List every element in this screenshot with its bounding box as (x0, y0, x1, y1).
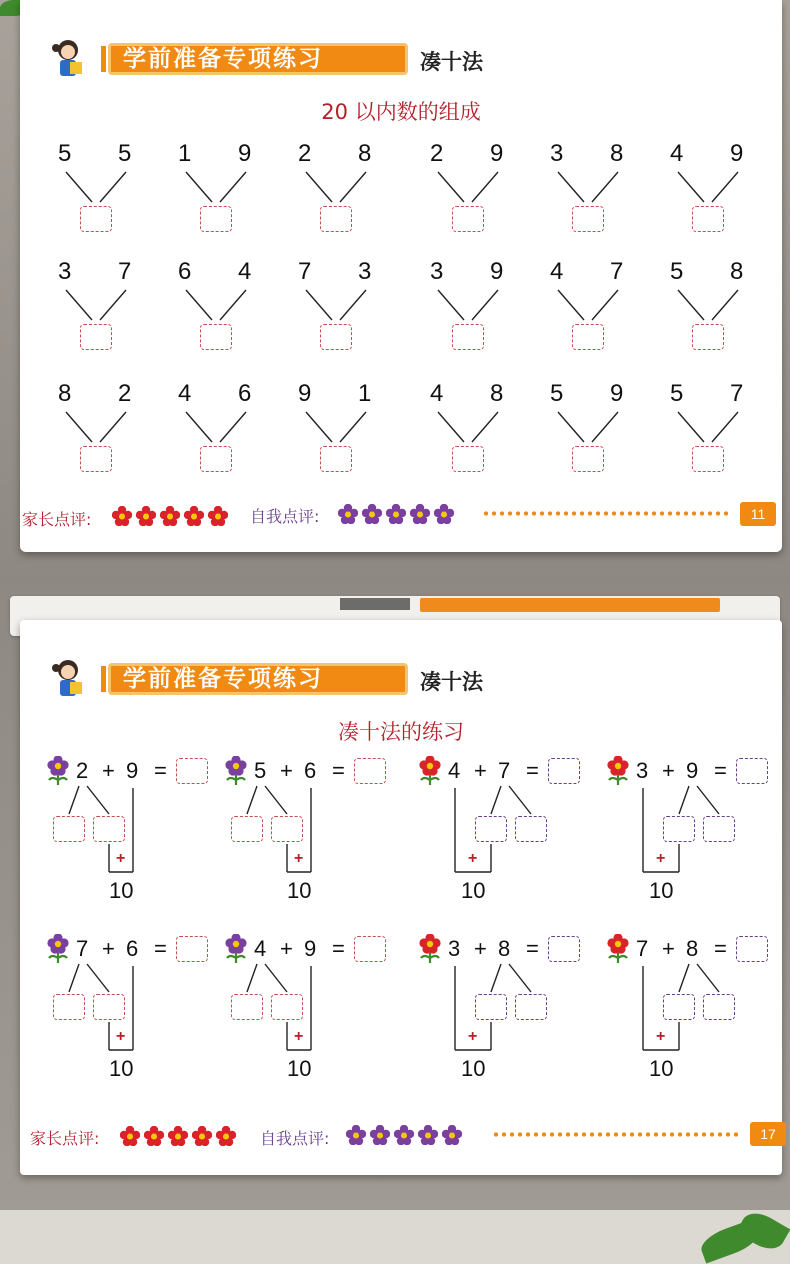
parent-review-label: 家长点评: (22, 510, 92, 529)
part-number: 7 (610, 258, 624, 285)
parent-review-label: 家长点评: (30, 1129, 100, 1148)
branch-line (678, 290, 704, 320)
branch-line (186, 172, 212, 202)
part-number: 9 (610, 380, 624, 407)
branch-line (306, 172, 332, 202)
part-number: 9 (490, 140, 504, 167)
answer-box[interactable] (200, 206, 232, 232)
part-number: 7 (730, 380, 744, 407)
composition-item (652, 380, 752, 490)
girl-mascot-icon (50, 658, 100, 702)
background-bottom (0, 1210, 790, 1264)
plus-operator: + (102, 936, 115, 961)
make-ten-problem (418, 758, 588, 918)
worksheet-title: 20 以内数的组成 (321, 100, 481, 124)
branch-line (558, 290, 584, 320)
addend-b: 7 (498, 758, 511, 783)
ten-result: 10 (461, 1056, 486, 1081)
branch-line (186, 412, 212, 442)
branch-line (220, 290, 246, 320)
part-number: 8 (490, 380, 504, 407)
branch-line (340, 412, 366, 442)
answer-box[interactable] (80, 324, 112, 350)
rating-flower-icon[interactable] (208, 506, 228, 526)
rating-flower-icon[interactable] (168, 1126, 188, 1146)
rating-flower-icon[interactable] (418, 1125, 438, 1145)
rating-flower-icon[interactable] (144, 1126, 164, 1146)
ten-result: 10 (461, 878, 486, 903)
bracket-plus-sign: + (656, 850, 666, 867)
part-number: 4 (430, 380, 444, 407)
addend-a: 7 (636, 936, 649, 961)
part-number: 7 (118, 258, 132, 285)
bracket-plus-sign: + (294, 850, 304, 867)
part-number: 4 (238, 258, 252, 285)
split-part-box-2[interactable] (515, 816, 547, 842)
branch-line (66, 412, 92, 442)
plus-operator: + (102, 758, 115, 783)
branch-line (438, 172, 464, 202)
ten-result: 10 (287, 878, 312, 903)
part-number: 4 (550, 258, 564, 285)
make-ten-problem (606, 758, 776, 918)
addend-b: 9 (126, 758, 139, 783)
make-ten-problem (46, 936, 216, 1096)
part-number: 8 (730, 258, 744, 285)
rating-flower-icon[interactable] (216, 1126, 236, 1146)
self-rating-flowers[interactable] (346, 1125, 462, 1145)
branch-line (712, 412, 738, 442)
branch-line (592, 172, 618, 202)
ten-result: 10 (649, 1056, 674, 1081)
composition-item (40, 380, 140, 490)
part-number: 2 (298, 140, 312, 167)
answer-box[interactable] (572, 206, 604, 232)
part-number: 9 (730, 140, 744, 167)
make-ten-problem (418, 936, 588, 1096)
part-number: 9 (490, 258, 504, 285)
branch-line (306, 412, 332, 442)
page-header (50, 658, 650, 702)
split-part-box-2[interactable] (93, 994, 125, 1020)
addend-b: 6 (126, 936, 139, 961)
rating-flower-icon[interactable] (192, 1126, 212, 1146)
split-part-box-2[interactable] (271, 816, 303, 842)
section-subtitle: 凑十法 (420, 670, 483, 694)
answer-box[interactable] (452, 446, 484, 472)
composition-item (652, 140, 752, 250)
rating-flower-icon[interactable] (362, 504, 382, 524)
make-ten-problem (606, 936, 776, 1096)
split-line (265, 786, 287, 814)
branch-line (340, 290, 366, 320)
rating-flower-icon[interactable] (338, 504, 358, 524)
answer-box[interactable] (80, 446, 112, 472)
branch-line (678, 172, 704, 202)
split-line (69, 786, 79, 814)
self-rating-flowers[interactable] (338, 504, 454, 524)
part-number: 4 (670, 140, 684, 167)
branch-line (66, 290, 92, 320)
part-number: 2 (118, 380, 132, 407)
answer-box[interactable] (692, 446, 724, 472)
rating-flower-icon[interactable] (160, 506, 180, 526)
branch-line (558, 412, 584, 442)
branch-line (438, 290, 464, 320)
part-number: 3 (550, 140, 564, 167)
branch-line (100, 290, 126, 320)
equals-operator: = (526, 936, 539, 961)
composition-item (160, 258, 260, 368)
dotted-rule (482, 511, 732, 516)
branch-line (220, 412, 246, 442)
worksheet-title: 凑十法的练习 (338, 720, 464, 744)
part-number: 5 (118, 140, 132, 167)
composition-item (280, 140, 380, 250)
page-number: 17 (750, 1122, 786, 1146)
answer-box[interactable] (452, 324, 484, 350)
composition-item (412, 140, 512, 250)
split-part-box-1[interactable] (231, 816, 263, 842)
part-number: 7 (298, 258, 312, 285)
equals-operator: = (154, 936, 167, 961)
equals-operator: = (714, 758, 727, 783)
split-line (509, 786, 531, 814)
answer-box[interactable] (692, 324, 724, 350)
branch-line (472, 172, 498, 202)
part-number: 8 (358, 140, 372, 167)
plus-operator: + (662, 758, 675, 783)
part-number: 5 (550, 380, 564, 407)
composition-item (160, 380, 260, 490)
branch-line (306, 290, 332, 320)
ten-result: 10 (649, 878, 674, 903)
addend-a: 3 (636, 758, 649, 783)
addend-a: 5 (254, 758, 267, 783)
split-line (247, 786, 257, 814)
split-part-box-2[interactable] (515, 994, 547, 1020)
split-part-box-1[interactable] (231, 994, 263, 1020)
rating-flower-icon[interactable] (112, 506, 132, 526)
ten-result: 10 (109, 1056, 134, 1081)
answer-box[interactable] (452, 206, 484, 232)
split-part-box-1[interactable] (663, 816, 695, 842)
bracket-plus-sign: + (116, 1028, 126, 1045)
part-number: 5 (670, 380, 684, 407)
plus-operator: + (280, 758, 293, 783)
split-part-box-2[interactable] (703, 816, 735, 842)
worksheet-page-11 (20, 0, 782, 552)
split-line (679, 964, 689, 992)
composition-item (532, 380, 632, 490)
addend-b: 9 (686, 758, 699, 783)
composition-item (532, 258, 632, 368)
addend-b: 8 (686, 936, 699, 961)
rating-flower-icon[interactable] (346, 1125, 366, 1145)
ghost-banner (420, 598, 720, 612)
rating-flower-icon[interactable] (410, 504, 430, 524)
banner-title: 学前准备专项练习 (108, 43, 408, 75)
part-number: 2 (430, 140, 444, 167)
bracket-plus-sign: + (294, 1028, 304, 1045)
page-header (50, 38, 650, 82)
answer-box[interactable] (320, 446, 352, 472)
split-line (69, 964, 79, 992)
part-number: 6 (178, 258, 192, 285)
answer-box[interactable] (692, 206, 724, 232)
answer-box[interactable] (320, 324, 352, 350)
part-number: 3 (58, 258, 72, 285)
branch-line (186, 290, 212, 320)
rating-flower-icon[interactable] (434, 504, 454, 524)
equals-operator: = (526, 758, 539, 783)
composition-item (40, 258, 140, 368)
split-part-box-1[interactable] (53, 816, 85, 842)
addend-a: 2 (76, 758, 89, 783)
split-line (491, 786, 501, 814)
split-part-box-2[interactable] (703, 994, 735, 1020)
branch-line (712, 172, 738, 202)
part-number: 5 (670, 258, 684, 285)
split-line (87, 786, 109, 814)
addend-a: 4 (254, 936, 267, 961)
composition-item (532, 140, 632, 250)
branch-line (100, 172, 126, 202)
branch-line (438, 412, 464, 442)
split-line (491, 964, 501, 992)
part-number: 1 (178, 140, 192, 167)
branch-line (340, 172, 366, 202)
split-part-box-2[interactable] (93, 816, 125, 842)
equals-operator: = (714, 936, 727, 961)
branch-line (678, 412, 704, 442)
split-part-box-1[interactable] (663, 994, 695, 1020)
addend-b: 9 (304, 936, 317, 961)
plus-operator: + (662, 936, 675, 961)
split-line (679, 786, 689, 814)
answer-box[interactable] (320, 206, 352, 232)
split-line (265, 964, 287, 992)
part-number: 3 (358, 258, 372, 285)
part-number: 9 (298, 380, 312, 407)
rating-flower-icon[interactable] (442, 1125, 462, 1145)
part-number: 4 (178, 380, 192, 407)
addend-b: 6 (304, 758, 317, 783)
answer-box[interactable] (200, 324, 232, 350)
rating-flower-icon[interactable] (386, 504, 406, 524)
addend-a: 4 (448, 758, 461, 783)
plus-operator: + (280, 936, 293, 961)
split-part-box-1[interactable] (475, 994, 507, 1020)
split-line (247, 964, 257, 992)
plus-operator: + (474, 936, 487, 961)
composition-item (280, 258, 380, 368)
branch-line (66, 172, 92, 202)
branch-line (472, 290, 498, 320)
part-number: 9 (238, 140, 252, 167)
composition-item (160, 140, 260, 250)
ten-result: 10 (287, 1056, 312, 1081)
banner-title: 学前准备专项练习 (108, 663, 408, 695)
bracket-plus-sign: + (656, 1028, 666, 1045)
parent-rating-flowers[interactable] (120, 1126, 236, 1146)
part-number: 8 (58, 380, 72, 407)
composition-item (652, 258, 752, 368)
equals-operator: = (332, 936, 345, 961)
addend-a: 7 (76, 936, 89, 961)
bracket-plus-sign: + (468, 850, 478, 867)
ten-result: 10 (109, 878, 134, 903)
answer-box[interactable] (572, 446, 604, 472)
split-line (697, 964, 719, 992)
branch-line (712, 290, 738, 320)
branch-line (472, 412, 498, 442)
self-review-label: 自我点评: (250, 507, 320, 526)
girl-mascot-icon (50, 38, 100, 82)
rating-flower-icon[interactable] (370, 1125, 390, 1145)
addend-b: 8 (498, 936, 511, 961)
make-ten-problem (46, 758, 216, 918)
make-ten-problem (224, 758, 394, 918)
branch-line (220, 172, 246, 202)
split-part-box-1[interactable] (475, 816, 507, 842)
branch-line (592, 290, 618, 320)
split-part-box-2[interactable] (271, 994, 303, 1020)
section-subtitle: 凑十法 (420, 50, 483, 74)
plus-operator: + (474, 758, 487, 783)
part-number: 8 (610, 140, 624, 167)
make-ten-problem (224, 936, 394, 1096)
part-number: 5 (58, 140, 72, 167)
addend-a: 3 (448, 936, 461, 961)
answer-box[interactable] (200, 446, 232, 472)
split-line (509, 964, 531, 992)
bracket-plus-sign: + (116, 850, 126, 867)
part-number: 1 (358, 380, 372, 407)
composition-item (40, 140, 140, 250)
bracket-plus-sign: + (468, 1028, 478, 1045)
answer-box[interactable] (80, 206, 112, 232)
split-line (697, 786, 719, 814)
rating-flower-icon[interactable] (136, 506, 156, 526)
equals-operator: = (332, 758, 345, 783)
rating-flower-icon[interactable] (184, 506, 204, 526)
ghost-subtitle (340, 598, 410, 610)
dotted-rule (492, 1132, 742, 1137)
branch-line (100, 412, 126, 442)
composition-item (412, 380, 512, 490)
page-number: 11 (740, 502, 776, 526)
part-number: 6 (238, 380, 252, 407)
rating-flower-icon[interactable] (394, 1125, 414, 1145)
composition-item (280, 380, 380, 490)
worksheet-page-17 (20, 620, 782, 1175)
self-review-label: 自我点评: (260, 1129, 330, 1148)
branch-line (558, 172, 584, 202)
split-part-box-1[interactable] (53, 994, 85, 1020)
split-line (87, 964, 109, 992)
answer-box[interactable] (572, 324, 604, 350)
equals-operator: = (154, 758, 167, 783)
composition-item (412, 258, 512, 368)
branch-line (592, 412, 618, 442)
parent-rating-flowers[interactable] (112, 506, 228, 526)
rating-flower-icon[interactable] (120, 1126, 140, 1146)
part-number: 3 (430, 258, 444, 285)
